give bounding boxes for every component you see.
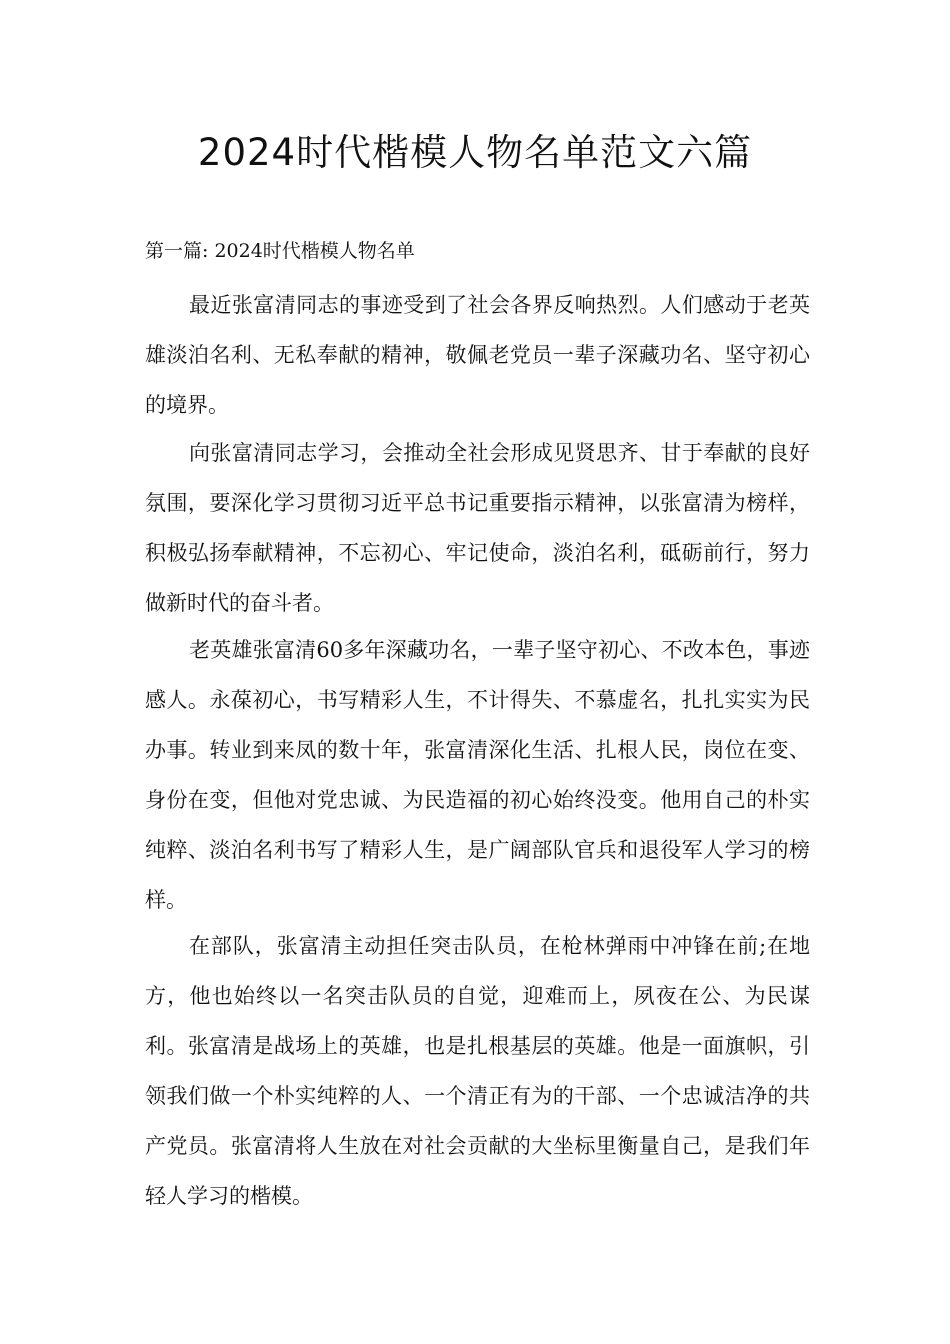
paragraph-1: 最近张富清同志的事迹受到了社会各界反响热烈。人们感动于老英雄淡泊名利、无私奉献的精神，敬佩老党员一辈子深藏功名、坚守初心的境界。: [145, 293, 810, 417]
paragraph-2: 向张富清同志学习，会推动全社会形成见贤思齐、甘于奉献的良好氛围，要深化学习贯彻习近平总书记重要指示精神，以张富清为榜样，积极弘扬奉献精神，不忘初心、牢记使命，淡泊名利，砥砺前行，努力做新时代的奋斗者。: [145, 441, 810, 615]
document-title: 2024时代楷模人物名单范文六篇: [197, 131, 753, 174]
section-heading: 第一篇: 2024时代楷模人物名单: [145, 240, 415, 262]
paragraph-3: 老英雄张富清60多年深藏功名，一辈子坚守初心、不改本色，事迹感人。永葆初心，书写精彩人生，不计得失、不慕虚名，扎扎实实为民办事。转业到来凤的数十年，张富清深化生活、扎根人民，岗位在变、身份在变，但他对党忠诚、为民造福的初心始终没变。他用自己的朴实纯粹、淡泊名利书写了精彩人生，是广阔部队官兵和退役军人学习的榜样。: [145, 638, 810, 912]
paragraph-4: 在部队，张富清主动担任突击队员，在枪林弹雨中冲锋在前;在地方，他也始终以一名突击队员的自觉，迎难而上，夙夜在公、为民谋利。张富清是战场上的英雄，也是扎根基层的英雄。他是一面旗帜，引领我们做一个朴实纯粹的人、一个清正有为的干部、一个忠诚洁净的共产党员。张富清将人生放在对社会贡献的大坐标里衡量自己，是我们年轻人学习的楷模。: [145, 934, 810, 1208]
